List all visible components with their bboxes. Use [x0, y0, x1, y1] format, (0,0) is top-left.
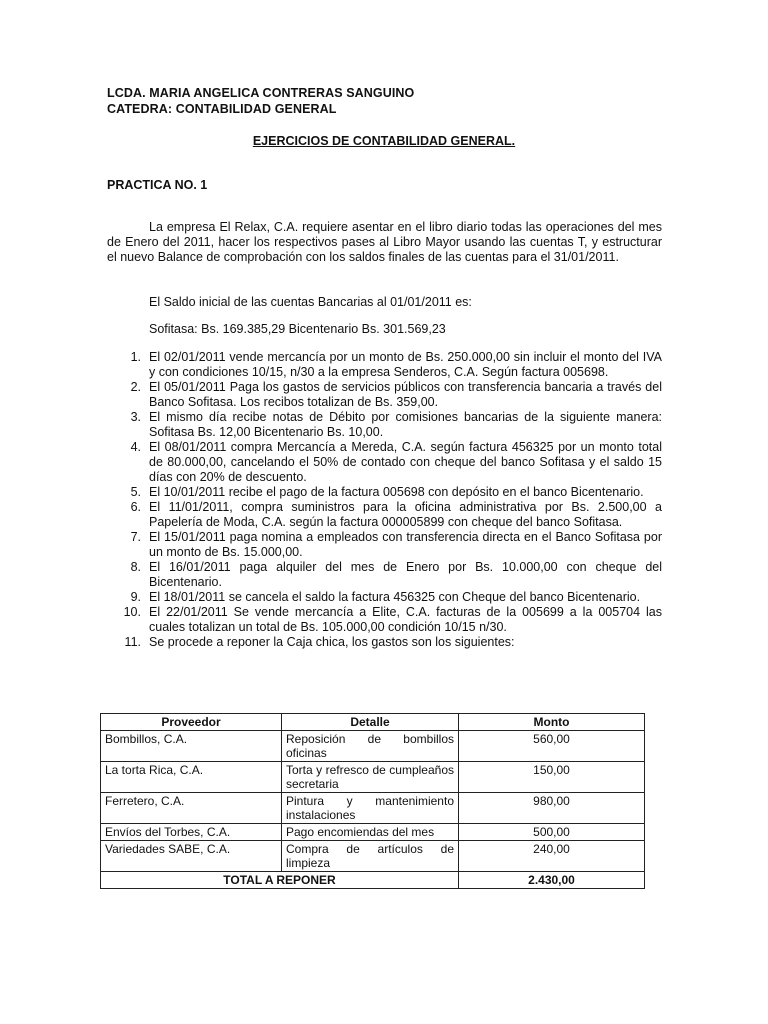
item-text: El 18/01/2011 se cancela el saldo la factura 456325 con Cheque del banco Bicentenario.	[149, 590, 641, 604]
cell-detalle: Reposición de bombillos oficinas	[282, 731, 459, 762]
cell-detalle: Torta y refresco de cumpleaños secretaria	[282, 762, 459, 793]
petty-cash-table	[100, 713, 645, 889]
table-row	[101, 762, 645, 793]
table-total-row	[101, 872, 645, 889]
header-detalle: Detalle	[282, 714, 459, 731]
cell-monto: 240,00	[459, 841, 645, 872]
item-text: El 16/01/2011 paga alquiler del mes de Enero por Bs. 10.000,00 con cheque del Bicentenario.	[149, 560, 662, 589]
item-number: 8.	[130, 560, 141, 574]
item-number: 3.	[130, 410, 141, 424]
intro-text: La empresa El Relax, C.A. requiere asentar en el libro diario todas las operaciones del mes de Enero del 2011, hacer los respectivos pases al Libro Mayor usando las cuentas T, y estructurar el nuevo Balance de comprobación con los saldos finales de las cuentas para el 31/01/2011.	[107, 220, 662, 264]
item-text: El mismo día recibe notas de Débito por comisiones bancarias de la siguiente manera: Sofitasa Bs. 12,00 Bicentenario Bs. 10,00.	[149, 410, 662, 439]
item-text: El 15/01/2011 paga nomina a empleados con transferencia directa en el Banco Sofitasa por un monto de Bs. 15.000,00.	[149, 530, 662, 559]
cell-monto: 150,00	[459, 762, 645, 793]
cell-monto: 980,00	[459, 793, 645, 824]
item-text: El 10/01/2011 recibe el pago de la factura 005698 con depósito en el banco Bicentenario.	[149, 485, 644, 499]
cell-detalle: Compra de artículos de limpieza	[282, 841, 459, 872]
item-text: El 02/01/2011 vende mercancía por un monto de Bs. 250.000,00 sin incluir el monto del IVA y con condiciones 10/15, n/30 a la empresa Senderos, C.A. Según factura 005698.	[149, 350, 662, 379]
list-item	[107, 590, 662, 605]
cell-proveedor: La torta Rica, C.A.	[101, 762, 282, 793]
cell-proveedor: Envíos del Torbes, C.A.	[101, 824, 282, 841]
cell-detalle: Pintura y mantenimiento instalaciones	[282, 793, 459, 824]
list-item	[107, 485, 662, 500]
item-number: 10.	[123, 605, 141, 619]
total-value: 2.430,00	[459, 872, 645, 889]
list-item	[107, 635, 662, 650]
practice-heading: PRACTICA NO. 1	[107, 178, 208, 192]
list-item	[107, 560, 662, 590]
table-row	[101, 793, 645, 824]
table-header-row	[101, 714, 645, 731]
cell-monto: 500,00	[459, 824, 645, 841]
item-number: 9.	[130, 590, 141, 604]
balance-intro: El Saldo inicial de las cuentas Bancarias al 01/01/2011 es:	[149, 295, 472, 309]
list-item	[107, 380, 662, 410]
operations-list	[107, 350, 662, 650]
balance-values: Sofitasa: Bs. 169.385,29 Bicentenario Bs. 301.569,23	[149, 322, 446, 336]
table-row	[101, 731, 645, 762]
item-text: Se procede a reponer la Caja chica, los gastos son los siguientes:	[149, 635, 515, 649]
item-number: 11.	[124, 635, 141, 649]
list-item	[107, 530, 662, 560]
intro-paragraph	[107, 220, 662, 265]
cell-detalle: Pago encomiendas del mes	[282, 824, 459, 841]
course-line: CATEDRA: CONTABILIDAD GENERAL	[107, 102, 337, 116]
item-text: El 22/01/2011 Se vende mercancía a Elite, C.A. facturas de la 005699 a la 005704 las cuales totalizan un total de Bs. 105.000,00 condición 10/15 n/30.	[149, 605, 662, 634]
list-item	[107, 440, 662, 485]
table-row	[101, 841, 645, 872]
item-number: 4.	[130, 440, 141, 454]
item-number: 5.	[130, 485, 141, 499]
cell-proveedor: Variedades SABE, C.A.	[101, 841, 282, 872]
header-monto: Monto	[459, 714, 645, 731]
cell-monto: 560,00	[459, 731, 645, 762]
document-title: EJERCICIOS DE CONTABILIDAD GENERAL.	[252, 134, 516, 148]
cell-proveedor: Ferretero, C.A.	[101, 793, 282, 824]
cell-proveedor: Bombillos, C.A.	[101, 731, 282, 762]
list-item	[107, 350, 662, 380]
list-item	[107, 410, 662, 440]
item-text: El 08/01/2011 compra Mercancía a Mereda, C.A. según factura 456325 por un monto total de 80.000,00, cancelando el 50% de contado con cheque del banco Sofitasa y el saldo 15 días con 20% de descuento.	[149, 440, 662, 484]
list-item	[107, 605, 662, 635]
total-label: TOTAL A REPONER	[101, 872, 459, 889]
item-number: 1.	[130, 350, 141, 364]
author-line: LCDA. MARIA ANGELICA CONTRERAS SANGUINO	[107, 86, 415, 100]
item-number: 7.	[130, 530, 141, 544]
item-number: 6.	[130, 500, 141, 514]
item-text: El 11/01/2011, compra suministros para la oficina administrativa por Bs. 2.500,00 a Papelería de Moda, C.A. según la factura 000005899 con cheque del banco Sofitasa.	[149, 500, 662, 529]
item-text: El 05/01/2011 Paga los gastos de servicios públicos con transferencia bancaria a través del Banco Sofitasa. Los recibos totalizan de Bs. 359,00.	[149, 380, 662, 409]
list-item	[107, 500, 662, 530]
header-proveedor: Proveedor	[101, 714, 282, 731]
table-row	[101, 824, 645, 841]
item-number: 2.	[130, 380, 141, 394]
